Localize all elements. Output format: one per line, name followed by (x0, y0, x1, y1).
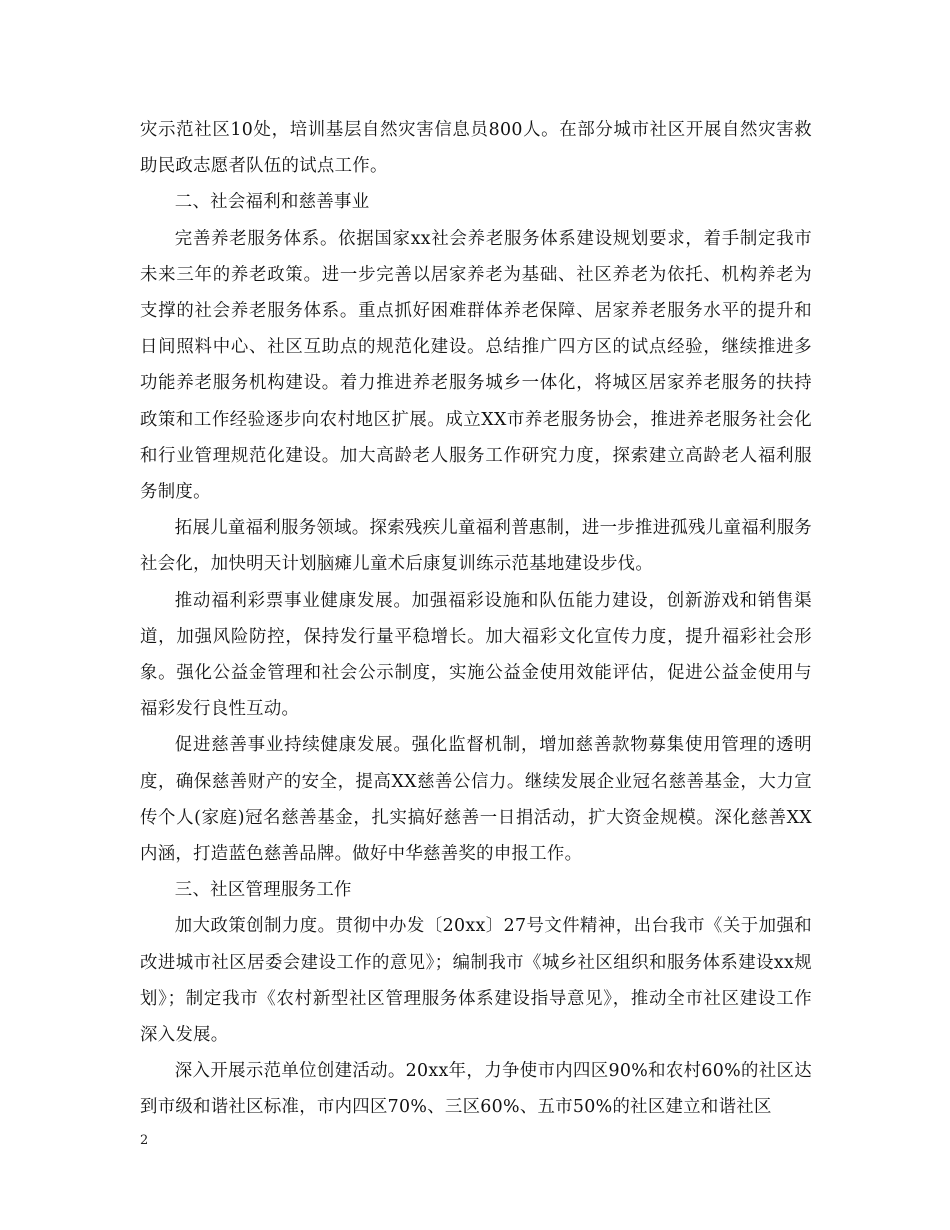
paragraph-elderly-care: 完善养老服务体系。依据国家xx社会养老服务体系建设规划要求，着手制定我市未来三年的养老政策。进一步完善以居家养老为基础、社区养老为依托、机构养老为支撑的社会养老服务体系。重点抓好困难群体养老保障、居家养老服务水平的提升和日间照料中心、社区互助点的规范化建设。总结推广四方区的试点经验，继续推进多功能养老服务机构建设。着力推进养老服务城乡一体化，将城区居家养老服务的扶持政策和工作经验逐步向农村地区扩展。成立XX市养老服务协会，推进养老服务社会化和行业管理规范化建设。加大高龄老人服务工作研究力度，探索建立高龄老人福利服务制度。 (140, 228, 812, 503)
paragraph-continuation: 灾示范社区10处，培训基层自然灾害信息员800人。在部分城市社区开展自然灾害救助民政志愿者队伍的试点工作。 (140, 120, 812, 177)
paragraph-model-units: 深入开展示范单位创建活动。20xx年，力争使市内四区90%和农村60%的社区达到市级和谐社区标准，市内四区70%、三区60%、五市50%的社区建立和谐社区 (140, 1061, 812, 1118)
section-heading-community-management: 三、社区管理服务工作 (174, 880, 352, 901)
document-body (140, 112, 812, 1126)
paragraph-charity: 促进慈善事业持续健康发展。强化监督机制，增加慈善款物募集使用管理的透明度，确保慈善财产的安全，提高XX慈善公信力。继续发展企业冠名慈善基金，大力宣传个人(家庭)冠名慈善基金，扎实搞好慈善一日捐活动，扩大资金规模。深化慈善XX内涵，打造蓝色慈善品牌。做好中华慈善奖的申报工作。 (140, 735, 812, 865)
paragraph-policy-making: 加大政策创制力度。贯彻中办发〔20xx〕27号文件精神，出台我市《关于加强和改进城市社区居委会建设工作的意见》；编制我市《城乡社区组织和服务体系建设xx规划》；制定我市《农村新型社区管理服务体系建设指导意见》，推动全市社区建设工作深入发展。 (140, 916, 812, 1046)
paragraph-child-welfare: 拓展儿童福利服务领域。探索残疾儿童福利普惠制，进一步推进孤残儿童福利服务社会化，加快明天计划脑瘫儿童术后康复训练示范基地建设步伐。 (140, 518, 812, 575)
page-number: 2 (140, 1133, 149, 1148)
section-heading-social-welfare: 二、社会福利和慈善事业 (174, 192, 370, 213)
paragraph-welfare-lottery: 推动福利彩票事业健康发展。加强福彩设施和队伍能力建设，创新游戏和销售渠道，加强风险防控，保持发行量平稳增长。加大福彩文化宣传力度，提升福彩社会形象。强化公益金管理和社会公示制度，实施公益金使用效能评估，促进公益金使用与福彩发行良性互动。 (140, 590, 812, 720)
